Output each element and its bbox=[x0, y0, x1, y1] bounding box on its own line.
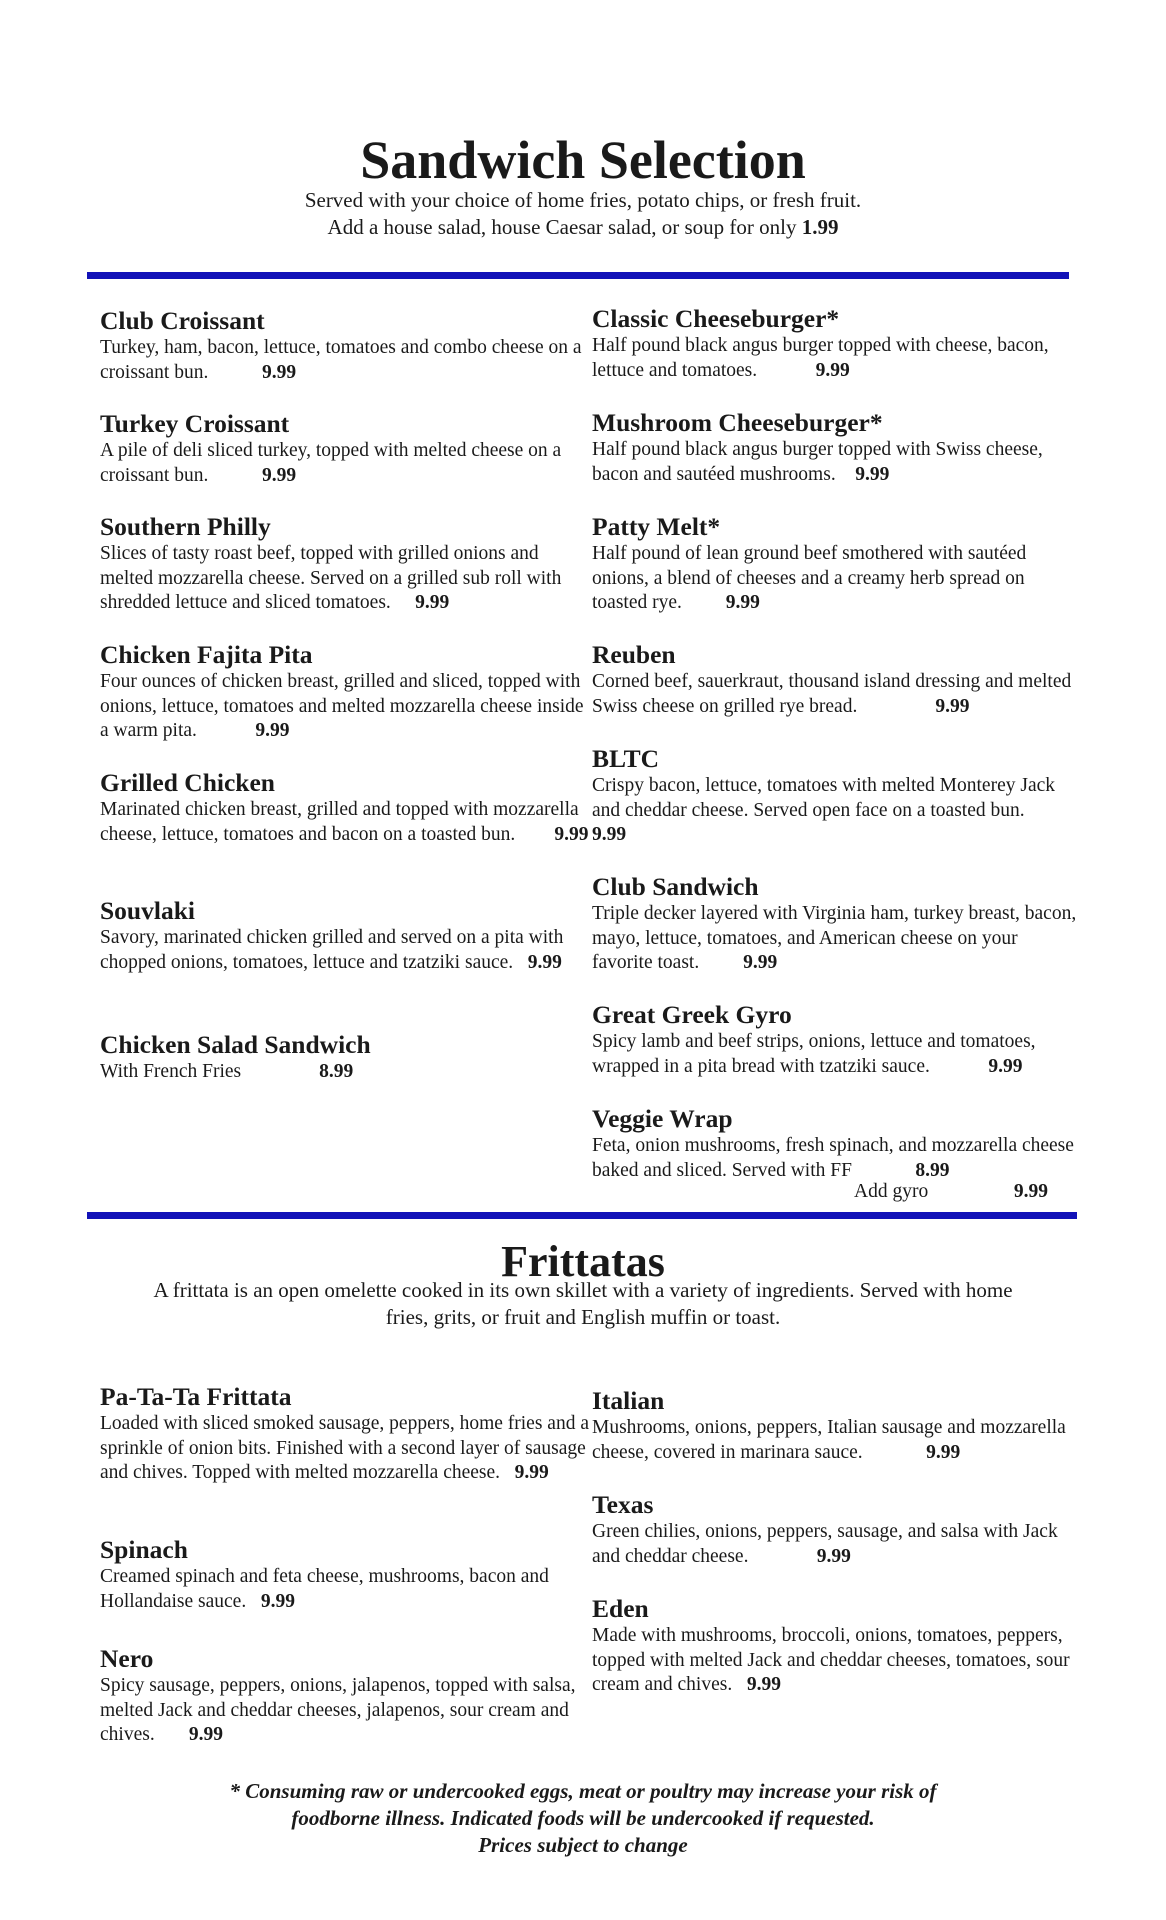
item-desc-text: Marinated chicken breast, grilled and topped with mozzarella cheese, lettuce, tomatoes and bacon on a toasted bun. bbox=[100, 799, 579, 845]
item-name: Eden bbox=[592, 1594, 649, 1623]
item-name: Chicken Fajita Pita bbox=[100, 640, 313, 669]
menu-item bbox=[592, 744, 1082, 848]
item-desc-text: Mushrooms, onions, peppers, Italian sausage and mozzarella cheese, covered in marinara sauce. bbox=[592, 1417, 1066, 1463]
item-desc-text: Feta, onion mushrooms, fresh spinach, and mozzarella cheese baked and sliced. Served with FF bbox=[592, 1135, 1074, 1181]
menu-item bbox=[100, 896, 590, 975]
item-description bbox=[100, 798, 590, 847]
item-desc-text: Crispy bacon, lettuce, tomatoes with melted Monterey Jack and cheddar cheese. Served open face on a toasted bun. bbox=[592, 775, 1056, 821]
menu-item bbox=[100, 512, 590, 616]
footer-line-1: * Consuming raw or undercooked eggs, meat or poultry may increase your risk of bbox=[229, 1779, 937, 1803]
item-price: 9.99 bbox=[815, 359, 850, 381]
menu-item bbox=[592, 304, 1082, 383]
item-desc-text: Slices of tasty roast beef, topped with grilled onions and melted mozzarella cheese. Served on a grilled sub roll with shredded lettuce and sliced tomatoes. bbox=[100, 543, 562, 613]
item-description bbox=[592, 542, 1082, 616]
item-price: 9.99 bbox=[988, 1055, 1023, 1077]
item-price: 9.99 bbox=[855, 463, 890, 485]
item-name: Chicken Salad Sandwich bbox=[100, 1030, 371, 1059]
item-description bbox=[592, 1030, 1082, 1079]
menu-item bbox=[100, 1382, 590, 1486]
item-desc-text: Half pound black angus burger topped with cheese, bacon, lettuce and tomatoes. bbox=[592, 335, 1049, 381]
item-name: Patty Melt* bbox=[592, 512, 721, 541]
item-description bbox=[100, 336, 590, 385]
sandwich-subtitle-text: Add a house salad, house Caesar salad, or soup for only bbox=[327, 215, 797, 239]
item-desc-text: Corned beef, sauerkraut, thousand island dressing and melted Swiss cheese on grilled rye bread. bbox=[592, 671, 1072, 717]
item-description bbox=[100, 1674, 590, 1748]
item-description bbox=[100, 1565, 590, 1614]
item-description bbox=[592, 1416, 1082, 1465]
frittatas-section-title: Frittatas bbox=[501, 1237, 665, 1286]
item-description bbox=[100, 542, 590, 616]
item-name: BLTC bbox=[592, 744, 660, 773]
item-desc-text: Triple decker layered with Virginia ham, turkey breast, bacon, mayo, lettuce, tomatoes, and American cheese on your favorite toast. bbox=[592, 903, 1077, 973]
menu-item bbox=[592, 408, 1082, 487]
item-desc-text: Half pound black angus burger topped with Swiss cheese, bacon and sautéed mushrooms. bbox=[592, 439, 1043, 485]
menu-item bbox=[592, 1490, 1082, 1569]
menu-item bbox=[100, 409, 590, 488]
item-price: 9.99 bbox=[554, 823, 589, 845]
side-price: 1.99 bbox=[801, 215, 839, 239]
item-price: 9.99 bbox=[261, 464, 297, 486]
section-divider bbox=[87, 1212, 1077, 1219]
item-name: Club Sandwich bbox=[592, 872, 759, 901]
footer-line-3: Prices subject to change bbox=[478, 1833, 688, 1857]
menu-item bbox=[592, 1104, 1082, 1183]
item-price: 9.99 bbox=[725, 592, 760, 613]
item-name: Spinach bbox=[100, 1535, 188, 1564]
item-price: 9.99 bbox=[926, 1441, 961, 1463]
frittatas-subtitle-2: fries, grits, or fruit and English muffin or toast. bbox=[385, 1305, 781, 1329]
menu-item bbox=[100, 640, 590, 744]
item-description bbox=[100, 1060, 590, 1085]
item-description bbox=[592, 1624, 1082, 1698]
item-desc-text: Loaded with sliced smoked sausage, peppers, home fries and a sprinkle of onion bits. Finished with a second layer of sausage and chives. Topped with melted mozzarella cheese. bbox=[100, 1413, 589, 1483]
item-price: 9.99 bbox=[527, 951, 562, 973]
item-price: 9.99 bbox=[260, 1590, 295, 1612]
item-price: 8.99 bbox=[319, 1061, 354, 1082]
menu-item bbox=[592, 640, 1082, 719]
add-gyro-price: 9.99 bbox=[1013, 1181, 1048, 1202]
item-description bbox=[100, 670, 590, 744]
item-desc-text: Creamed spinach and feta cheese, mushrooms, bacon and Hollandaise sauce. bbox=[100, 1566, 549, 1612]
item-description bbox=[592, 334, 1082, 383]
item-desc-text: Spicy lamb and beef strips, onions, lettuce and tomatoes, wrapped in a pita bread with tzatziki sauce. bbox=[592, 1031, 1036, 1077]
item-name: Club Croissant bbox=[100, 306, 265, 335]
menu-item bbox=[592, 872, 1082, 976]
item-name: Reuben bbox=[592, 640, 676, 669]
menu-item bbox=[592, 1386, 1082, 1465]
item-description bbox=[100, 1412, 590, 1486]
item-name: Southern Philly bbox=[100, 512, 271, 541]
item-desc-text: Half pound of lean ground beef smothered with sautéed onions, a blend of cheeses and a creamy herb spread on toasted rye. bbox=[592, 543, 1027, 613]
footer-disclaimer bbox=[0, 1778, 1166, 1859]
item-price: 9.99 bbox=[514, 1462, 549, 1483]
item-desc-text: With French Fries bbox=[100, 1061, 242, 1082]
item-name: Classic Cheeseburger* bbox=[592, 304, 840, 333]
item-name: Nero bbox=[100, 1644, 154, 1673]
sandwich-section-title: Sandwich Selection bbox=[360, 130, 806, 190]
item-desc-text: Made with mushrooms, broccoli, onions, tomatoes, peppers, topped with melted Jack and cheddar cheeses, tomatoes, sour cream and chives. bbox=[592, 1625, 1070, 1695]
item-name: Turkey Croissant bbox=[100, 409, 290, 438]
section-divider bbox=[87, 272, 1069, 279]
item-price: 9.99 bbox=[188, 1724, 223, 1745]
item-name: Veggie Wrap bbox=[592, 1104, 733, 1133]
item-description bbox=[100, 439, 590, 488]
item-price: 9.99 bbox=[261, 361, 297, 383]
item-desc-text: Green chilies, onions, peppers, sausage, and salsa with Jack and cheddar cheese. bbox=[592, 1521, 1058, 1567]
item-description bbox=[592, 774, 1082, 848]
item-price: 9.99 bbox=[746, 1674, 781, 1695]
item-price: 9.99 bbox=[816, 1545, 851, 1567]
item-price: 9.99 bbox=[255, 720, 290, 741]
item-name: Pa-Ta-Ta Frittata bbox=[100, 1382, 292, 1411]
frittatas-subtitle-1: A frittata is an open omelette cooked in its own skillet with a variety of ingredients. Served with home bbox=[153, 1278, 1013, 1302]
item-price: 8.99 bbox=[915, 1159, 950, 1181]
item-price: 9.99 bbox=[743, 952, 778, 973]
item-price: 9.99 bbox=[592, 824, 627, 845]
footer-line-2: foodborne illness. Indicated foods will be undercooked if requested. bbox=[291, 1806, 875, 1830]
item-desc-text: Savory, marinated chicken grilled and served on a pita with chopped onions, tomatoes, lettuce and tzatziki sauce. bbox=[100, 927, 564, 973]
menu-item bbox=[100, 768, 590, 847]
menu-item bbox=[100, 1030, 590, 1085]
item-price: 9.99 bbox=[935, 695, 970, 717]
item-description bbox=[592, 1134, 1082, 1183]
item-price: 9.99 bbox=[415, 592, 450, 613]
menu-item bbox=[100, 1644, 590, 1748]
menu-item bbox=[100, 1535, 590, 1614]
item-name: Souvlaki bbox=[100, 896, 195, 925]
item-description bbox=[592, 1520, 1082, 1569]
item-name: Texas bbox=[592, 1490, 654, 1519]
menu-item bbox=[592, 512, 1082, 616]
item-description bbox=[592, 438, 1082, 487]
sandwich-subtitle-1: Served with your choice of home fries, potato chips, or fresh fruit. bbox=[304, 188, 862, 212]
item-name: Great Greek Gyro bbox=[592, 1000, 792, 1029]
menu-item bbox=[100, 306, 590, 385]
sandwich-subtitle-2 bbox=[90, 214, 1076, 241]
item-description bbox=[100, 926, 590, 975]
item-description bbox=[592, 902, 1082, 976]
item-name: Italian bbox=[592, 1386, 665, 1415]
item-name: Mushroom Cheeseburger* bbox=[592, 408, 883, 437]
menu-item bbox=[592, 1594, 1082, 1698]
item-desc-text: A pile of deli sliced turkey, topped with melted cheese on a croissant bun. bbox=[100, 440, 562, 486]
item-desc-text: Turkey, ham, bacon, lettuce, tomatoes and combo cheese on a croissant bun. bbox=[100, 337, 582, 383]
add-gyro-label: Add gyro bbox=[854, 1181, 929, 1202]
item-desc-text: Spicy sausage, peppers, onions, jalapenos, topped with salsa, melted Jack and cheddar cheeses, jalapenos, sour cream and chives. bbox=[100, 1675, 576, 1745]
item-name: Grilled Chicken bbox=[100, 768, 275, 797]
menu-item bbox=[592, 1000, 1082, 1079]
item-desc-text: Four ounces of chicken breast, grilled and sliced, topped with onions, lettuce, tomatoes and melted mozzarella cheese inside a warm pita. bbox=[100, 671, 584, 741]
item-description bbox=[592, 670, 1082, 719]
